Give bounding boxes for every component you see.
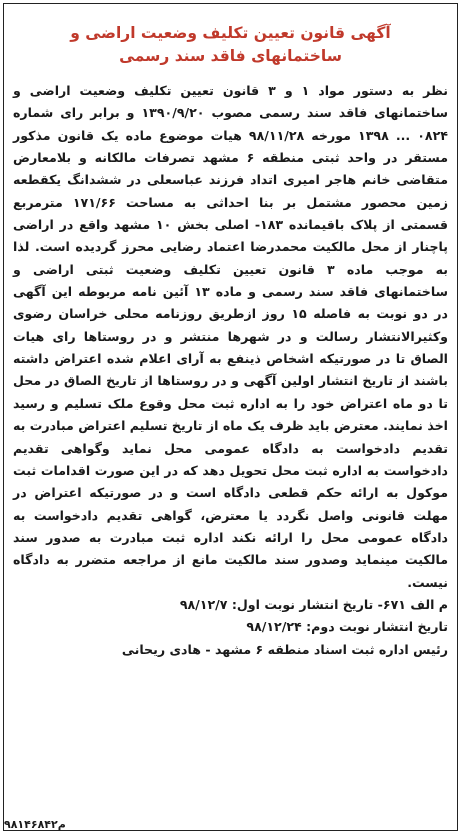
notice-body [13,80,448,594]
notice-paragraph: نظر به دستور مواد ۱ و ۳ قانون تعیین تکلیف وضعیت اراضی و ساختمانهای فاقد سند رسمی مصوب ۱۳۹۰/۹/۲۰ و برابر رای شماره ۰۸۲۴ ... ۱۳۹۸ مورخه ۹۸/۱۱/۲۸ هیات موضوع ماده یک قانون مذکور مستقر در واحد ثبتی منطقه ۶ مشهد تصرفات مالکانه و بلامعارض متقاضی خانم هاجر امیری اتداد فرزند عباسعلی در ششدانگ یکقطعه زمین محصور مشتمل بر بنا احداثی به مساحت ۱۷۱/۶۶ مترمربع قسمتی از پلاک باقیمانده ۱۸۳- اصلی بخش ۱۰ مشهد واقع در اراضی پاچنار از محل مالکیت محمدرضا اعتماد رضایی محرز گردیده است. لذا به موجب ماده ۳ قانون تعیین تکلیف وضعیت ثبتی اراضی و ساختمانهای فاقد سند رسمی و ماده ۱۳ آئین نامه مربوطه این آگهی در دو نوبت به فاصله ۱۵ روز ازطریق روزنامه محلی خراسان رضوی وکثیرالانتشار رسالت و در شهرها منتشر و در روستاها رای هیات الصاق تا در صورتیکه اشخاص ذینفع به آرای اعلام شده اعتراض داشته باشند از تاریخ انتشار اولین آگهی و در روستاها از تاریخ الصاق در محل تا دو ماه اعتراض خود را به اداره ثبت محل وقوع ملک تسلیم و رسید اخذ نمایند. معترض باید ظرف یک ماه از تاریخ تسلیم اعتراض مبادرت به تقدیم دادخواست به دادگاه عمومی محل نماید وگواهی تقدیم دادخواست به اداره ثبت محل تحویل دهد که در این صورت اقدامات ثبت موکول به ارائه حکم قطعی دادگاه است و در صورتیکه اعتراض در مهلت قانونی واصل نگردد یا معترض، گواهی تقدیم دادخواست به دادگاه عمومی محل را ارائه نکند اداره ثبت مبادرت به صدور سند مالکیت مینماید وصدور سند مالکیت مانع از مراجعه متضرر به دادگاه نیست. [13,83,449,590]
notice-frame [3,3,458,831]
ad-code: م۹۸۱۴۶۸۴۲ [4,818,66,831]
title-line-2: ساختمانهای فاقد سند رسمی [119,47,342,65]
title-line-1: آگهی قانون تعیین تکلیف وضعیت اراضی و [70,24,391,42]
notice-title [13,22,448,68]
notice-footer [13,594,448,661]
signature-line: رئیس اداره ثبت اسناد منطقه ۶ مشهد - هادی ریحانی [121,641,448,657]
first-publication-date: م الف ۶۷۱- تاریخ انتشار نوبت اول: ۹۸/۱۲/۷ [179,596,448,612]
notice-content [4,4,457,830]
second-publication-date: تاریخ انتشار نوبت دوم: ۹۸/۱۲/۲۴ [246,619,448,635]
